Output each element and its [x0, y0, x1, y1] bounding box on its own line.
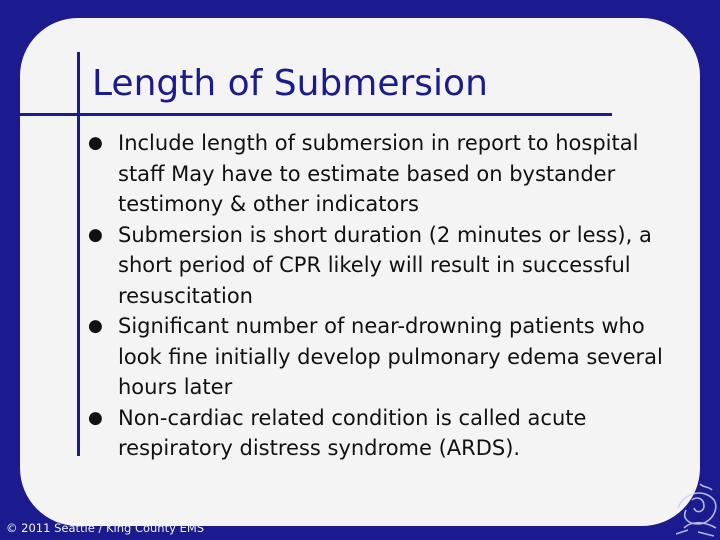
bullet-dot-icon: ●	[88, 316, 103, 336]
title-underline	[0, 113, 612, 116]
bullet-item	[86, 128, 676, 220]
bullet-text: Non-cardiac related condition is called acute respiratory distress syndrome (ARDS).	[118, 405, 587, 460]
bullet-dot-icon: ●	[88, 407, 103, 428]
county-seal-logo	[670, 478, 720, 540]
bullet-text: Submersion is short duration (2 minutes or less), a short period of CPR likely will result in successful resuscitation	[118, 222, 652, 308]
bullet-text: Include length of submersion in report to hospital staff May have to estimate based on bystander testimony & other indicators	[118, 131, 639, 216]
bullet-item	[86, 311, 676, 403]
copyright-footer: © 2011 Seattle / King County EMS	[6, 521, 205, 535]
bullet-dot-icon: ●	[88, 133, 103, 153]
bullet-item	[86, 403, 676, 464]
slide-title: Length of Submersion	[92, 63, 488, 104]
bullet-dot-icon: ●	[88, 224, 103, 245]
bullet-text: Significant number of near-drowning patients who look fine initially develop pulmonary edema several hours later	[118, 314, 663, 399]
bullet-list	[86, 128, 676, 464]
bullet-item	[86, 220, 676, 312]
